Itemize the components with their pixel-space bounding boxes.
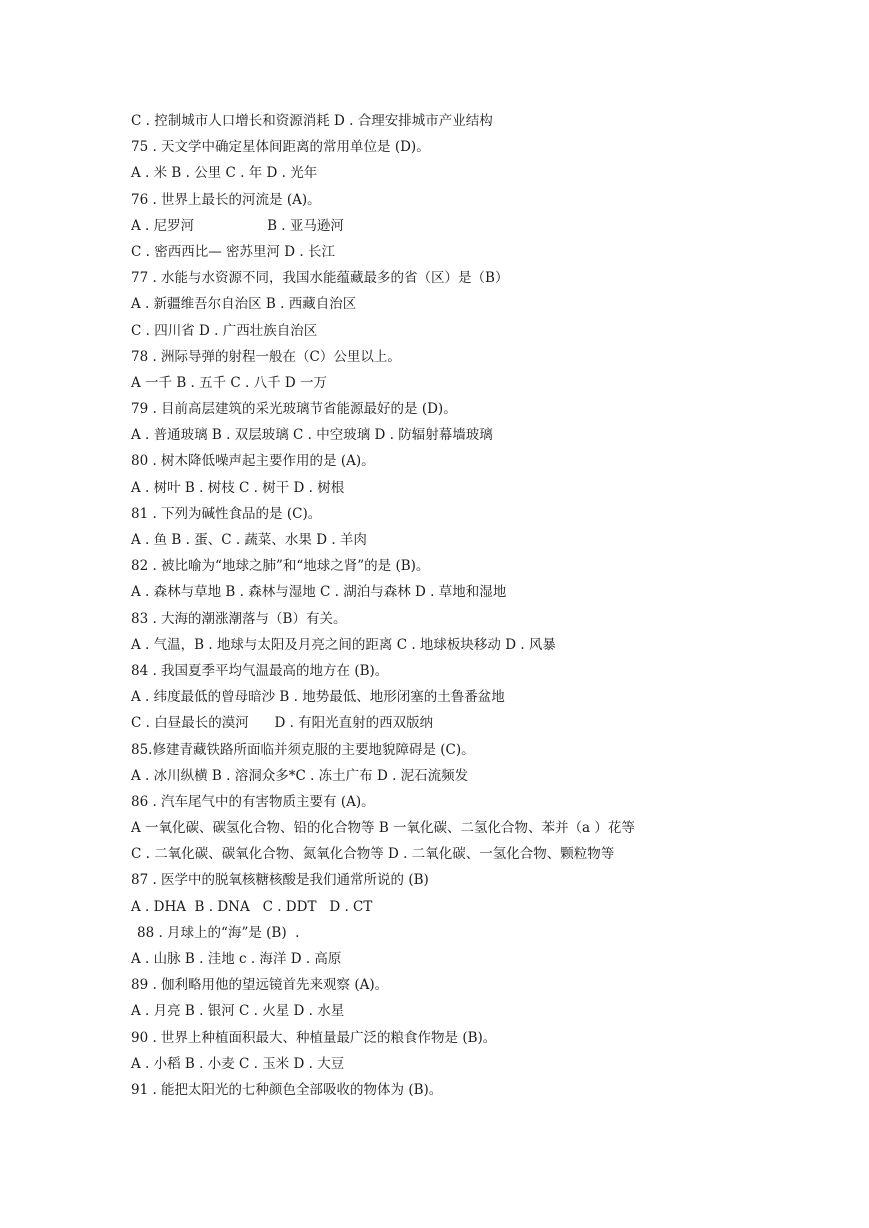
answer-options-line: A . 森林与草地 B . 森林与湿地 C . 湖泊与森林 D . 草地和湿地 (131, 584, 507, 601)
question-line: 90 . 世界上种植面积最大、种植量最广泛的粮食作物是 (B)。 (131, 1029, 497, 1046)
answer-options-line: A . 普通玻璃 B . 双层玻璃 C . 中空玻璃 D . 防辐射幕墙玻璃 (131, 427, 493, 444)
answer-options-line: A . DHA B . DNA C . DDT D . CT (131, 898, 373, 915)
answer-options-line: C . 白昼最长的漠河 D . 有阳光直射的西双版纳 (131, 715, 434, 732)
question-line: 75 . 天文学中确定星体间距离的常用单位是 (D)。 (131, 139, 430, 156)
answer-options-line: A 一千 B . 五千 C . 八千 D 一万 (131, 374, 328, 391)
answer-options-line: A . 月亮 B . 银河 C . 火星 D . 水星 (131, 1003, 345, 1020)
answer-options-line: A . 新疆维吾尔自治区 B . 西藏自治区 (131, 296, 357, 313)
question-line: 78 . 洲际导弹的射程一般在（C）公里以上。 (131, 348, 401, 365)
answer-options-line: A . 小稻 B . 小麦 C . 玉米 D . 大豆 (131, 1055, 345, 1072)
question-line: 79 . 目前高层建筑的采光玻璃节省能源最好的是 (D)。 (131, 401, 457, 418)
answer-options-line: C . 密西西比— 密苏里河 D . 长江 (131, 243, 335, 260)
answer-options-line: A . 米 B . 公里 C . 年 D . 光年 (131, 165, 318, 182)
answer-options-line: C . 二氧化碳、碳氧化合物、氮氧化合物等 D . 二氧化碳、一氢化合物、颗粒物等 (131, 846, 615, 863)
question-line: 89 . 伽利略用他的望远镜首先来观察 (A)。 (131, 977, 389, 994)
answer-options-line: A . 鱼 B . 蛋、C . 蔬菜、水果 D . 羊肉 (131, 532, 367, 548)
question-line: 83 . 大海的潮涨潮落与（B）有关。 (131, 610, 347, 627)
question-line: 82 . 被比喻为“地球之肺”和“地球之肾”的是 (B)。 (131, 558, 430, 575)
question-line: 88 . 月球上的“海”是 (B) . (137, 924, 300, 941)
answer-options-line: A . 树叶 B . 树枝 C . 树干 D . 树根 (131, 479, 345, 496)
question-line: 80 . 树木降低噪声起主要作用的是 (A)。 (131, 453, 375, 470)
question-line: 77 . 水能与水资源不同，我国水能蕴藏最多的省（区）是（B） (131, 270, 509, 287)
answer-options-line: A . 纬度最低的曾母暗沙 B . 地势最低、地形闭塞的土鲁番盆地 (131, 689, 505, 706)
question-line: 76 . 世界上最长的河流是 (A)。 (131, 191, 321, 208)
answer-options-line: C . 四川省 D . 广西壮族自治区 (131, 322, 318, 339)
question-line: 84 . 我国夏季平均气温最高的地方在 (B)。 (131, 662, 389, 679)
text-line: C . 控制城市人口增长和资源消耗 D . 合理安排城市产业结构 (131, 113, 493, 129)
question-line: 81 . 下列为碱性食品的是 (C)。 (131, 505, 322, 522)
document-body (131, 108, 831, 1103)
question-line: 86 . 汽车尾气中的有害物质主要有 (A)。 (131, 793, 375, 810)
answer-options-line: A . 气温，B . 地球与太阳及月亮之间的距离 C . 地球板块移动 D . 风暴 (131, 636, 556, 653)
answer-options-line: A 一氧化碳、碳氢化合物、铅的化合物等 B 一氧化碳、二氢化合物、苯并（a ）花等 (131, 820, 635, 837)
question-line: 87 . 医学中的脱氧核糖核酸是我们通常所说的 (B) (131, 872, 429, 889)
answer-options-line: A . 山脉 B . 洼地 c . 海洋 D . 高原 (131, 951, 342, 967)
question-line: 85.修建青藏铁路所面临并须克服的主要地貌障碍是 (C)。 (131, 741, 475, 758)
question-line: 91 . 能把太阳光的七种颜色全部吸收的物体为 (B)。 (131, 1081, 443, 1098)
answer-options-line: A . 尼罗河 B . 亚马逊河 (131, 217, 344, 234)
answer-options-line: A . 冰川纵横 B . 溶洞众多*C . 冻土广布 D . 泥石流频发 (131, 767, 469, 784)
